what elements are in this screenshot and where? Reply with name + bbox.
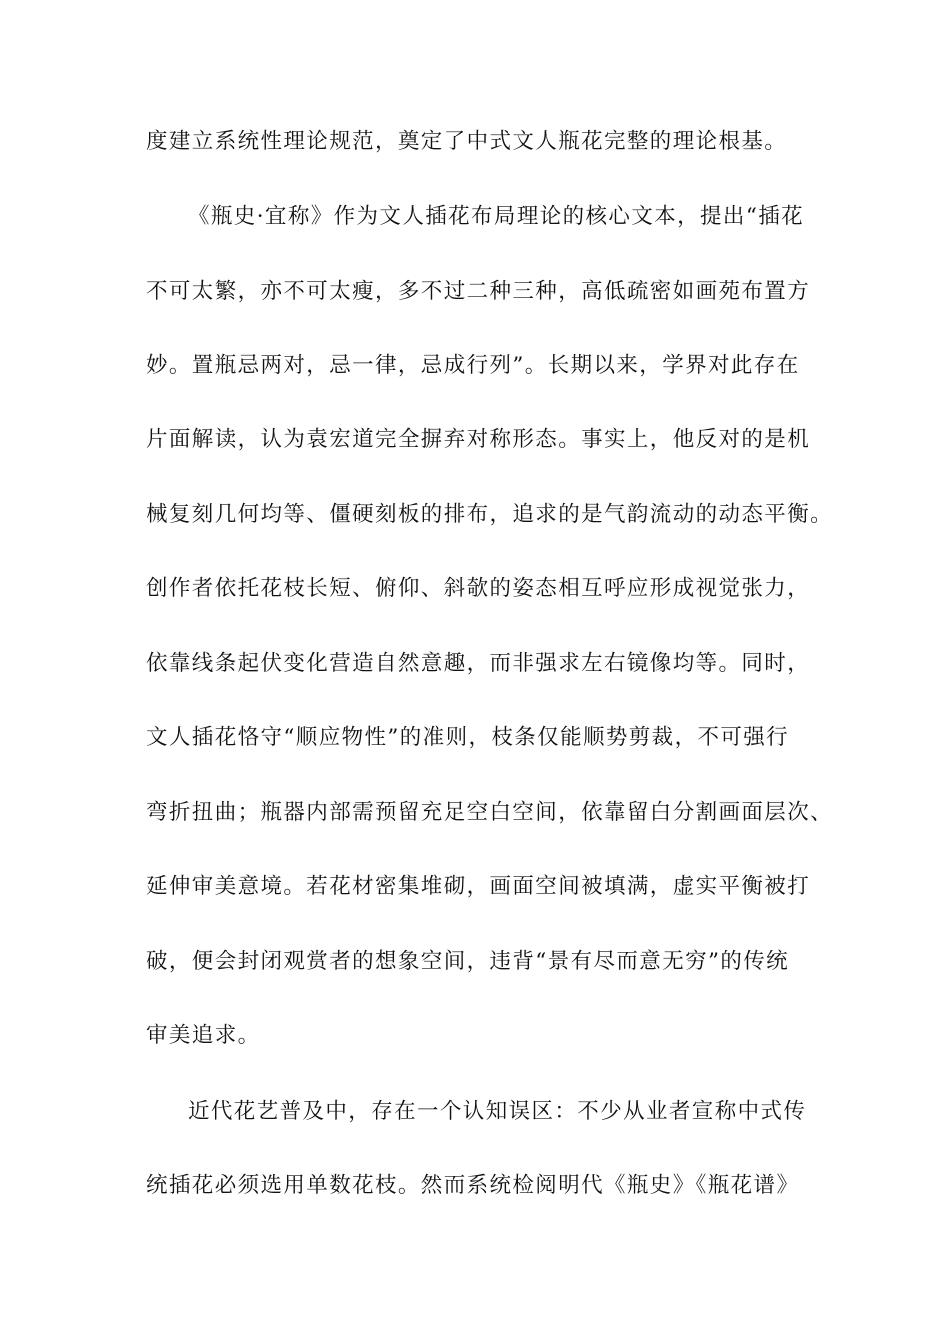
text-line: 依靠线条起伏变化营造自然意趣，而非强求左右镜像均等。同时， (146, 651, 811, 676)
paragraph-first-line: 近代花艺普及中，存在一个认知误区：不少从业者宣称中式传 (188, 1099, 807, 1124)
text-line: 审美追求。 (146, 1023, 261, 1048)
text-line: 不可太繁，亦不可太瘦，多不过二种三种，高低疏密如画苑布置方 (146, 279, 811, 304)
text-line: 统插花必须选用单数花枝。然而系统检阅明代《瓶史》《瓶花谱》 (146, 1173, 800, 1198)
text-line: 妙。置瓶忌两对，忌一律，忌成行列”。长期以来，学界对此存在 (146, 353, 800, 378)
text-line: 创作者依托花枝长短、俯仰、斜欹的姿态相互呼应形成视觉张力， (146, 576, 811, 601)
text-line: 械复刻几何均等、僵硬刻板的排布，追求的是气韵流动的动态平衡。 (146, 502, 834, 527)
text-line: 片面解读，认为袁宏道完全摒弃对称形态。事实上，他反对的是机 (146, 427, 811, 452)
text-line: 度建立系统性理论规范，奠定了中式文人瓶花完整的理论根基。 (146, 129, 788, 154)
paragraph-first-line: 《瓶史·宜称》作为文人插花布局理论的核心文本，提出“插花 (188, 204, 805, 229)
text-line: 延伸审美意境。若花材密集堆砌，画面空间被填满，虚实平衡被打 (146, 874, 811, 899)
text-line: 破，便会封闭观赏者的想象空间，违背“景有尽而意无穷”的传统 (146, 949, 790, 974)
text-line: 弯折扭曲；瓶器内部需预留充足空白空间，依靠留白分割画面层次、 (146, 800, 834, 825)
text-line: 文人插花恪守“顺应物性”的准则，枝条仅能顺势剪裁，不可强行 (146, 725, 790, 750)
